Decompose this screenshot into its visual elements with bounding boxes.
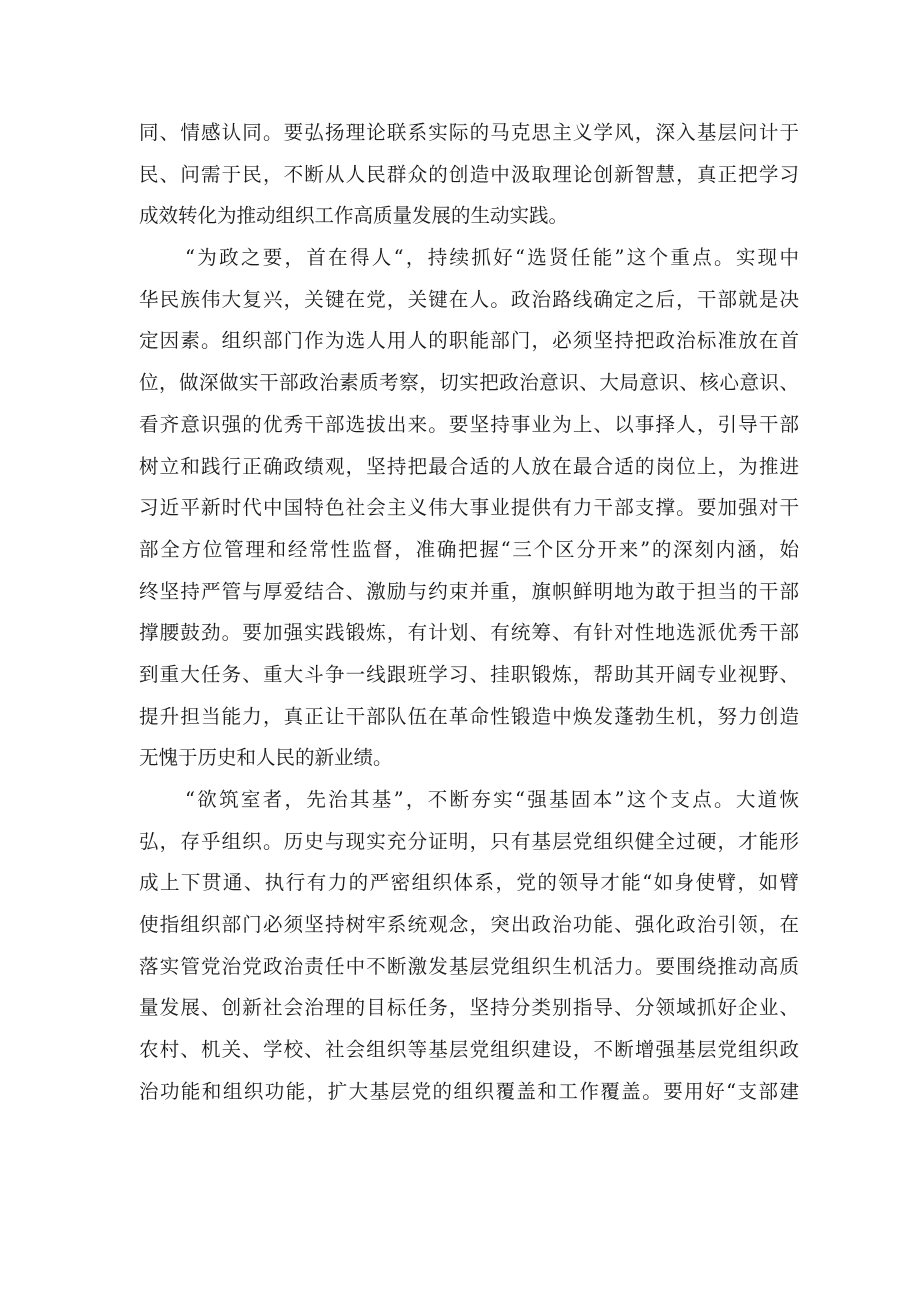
text-line: 量发展、创新社会治理的目标任务，坚持分类别指导、分领域抓好企业、 [139,996,799,1020]
text-line: 同、情感认同。要弘扬理论联系实际的马克思主义学风，深入基层问计于 [139,121,799,144]
text-line: 治功能和组织功能，扩大基层党的组织覆盖和工作覆盖。要用好“支部建 [139,1079,799,1103]
text-line: 习近平新时代中国特色社会主义伟大事业提供有力干部支撑。要加强对干 [139,496,799,520]
body-text [139,112,799,1113]
text-line: 撑腰鼓劲。要加强实践锻炼，有计划、有统筹、有针对性地选派优秀干部 [139,621,799,645]
text-line: 位，做深做实干部政治素质考察，切实把政治意识、大局意识、核心意识、 [139,371,799,395]
text-line: 农村、机关、学校、社会组织等基层党组织建设，不断增强基层党组织政 [139,1038,799,1062]
paragraph-first-line: “为政之要，首在得人“，持续抓好“选贤任能”这个重点。实现中 [185,246,799,270]
text-line: 终坚持严管与厚爱结合、激励与约束并重，旗帜鲜明地为敢于担当的干部 [139,579,799,603]
text-line: 定因素。组织部门作为选人用人的职能部门，必须坚持把政治标准放在首 [139,329,799,353]
text-line: 成上下贯通、执行有力的严密组织体系，党的领导才能“如身使臂，如臂 [139,871,799,895]
text-line: 部全方位管理和经常性监督，准确把握“三个区分开来”的深刻内涵，始 [139,537,799,561]
text-line: 成效转化为推动组织工作高质量发展的生动实践。 [139,204,569,228]
text-line: 弘，存乎组织。历史与现实充分证明，只有基层党组织健全过硬，才能形 [139,829,799,853]
text-line: 看齐意识强的优秀干部选拔出来。要坚持事业为上、以事择人，引导干部 [139,412,799,436]
text-line: 无愧于历史和人民的新业绩。 [139,746,393,770]
paragraph-first-line: “欲筑室者，先治其基”，不断夯实“强基固本”这个支点。大道恢 [185,788,799,811]
text-line: 到重大任务、重大斗争一线跟班学习、挂职锻炼，帮助其开阔专业视野、 [139,662,799,686]
text-line: 提升担当能力，真正让干部队伍在革命性锻造中焕发蓬勃生机，努力创造 [139,704,799,728]
text-line: 落实管党治党政治责任中不断激发基层党组织生机活力。要围绕推动高质 [139,954,799,978]
text-line: 华民族伟大复兴，关键在党，关键在人。政治路线确定之后，干部就是决 [139,287,799,311]
text-line: 使指组织部门必须坚持树牢系统观念，突出政治功能、强化政治引领，在 [139,913,799,937]
text-line: 民、问需于民，不断从人民群众的创造中汲取理论创新智慧，真正把学习 [139,162,799,186]
text-line: 树立和践行正确政绩观，坚持把最合适的人放在最合适的岗位上，为推进 [139,454,799,478]
